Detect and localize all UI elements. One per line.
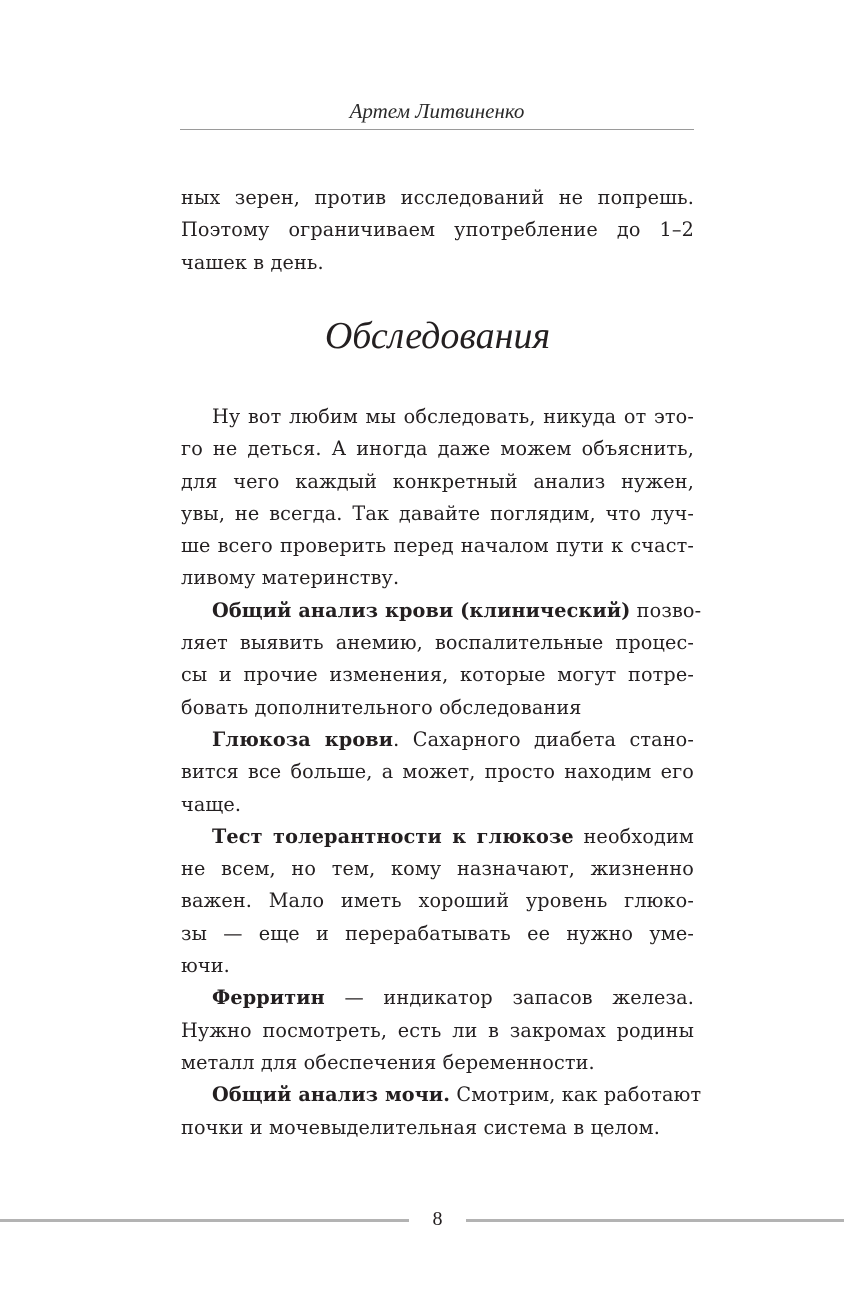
text-line: не всем, но тем, кому назначают, жизненно bbox=[181, 857, 694, 881]
term-rest: — индикатор запасов железа. bbox=[324, 986, 694, 1010]
term-bold: Глюкоза крови bbox=[212, 727, 394, 751]
text-line bbox=[181, 821, 694, 853]
text-line: Поэтому ограничиваем употребление до 1–2 bbox=[181, 218, 694, 242]
term-bold: Ферритин bbox=[212, 986, 325, 1010]
text-line bbox=[181, 982, 694, 1014]
urinalysis-paragraph bbox=[181, 1079, 702, 1144]
text-line: го не деться. А иногда даже можем объяснить, bbox=[181, 437, 694, 461]
text-line: ше всего проверить перед началом пути к счаст- bbox=[181, 534, 694, 558]
text-line: почки и мочевыделительная система в целом. bbox=[181, 1115, 660, 1139]
text-line: чаще. bbox=[181, 792, 242, 816]
text-line: важен. Мало иметь хороший уровень глюко- bbox=[181, 889, 694, 913]
text-line: Ну вот любим мы обследовать, никуда от это- bbox=[212, 405, 694, 428]
ferritin-paragraph bbox=[181, 982, 694, 1079]
text-line bbox=[181, 595, 702, 627]
term-bold: Общий анализ мочи. bbox=[212, 1083, 451, 1107]
text-line: для чего каждый конкретный анализ нужен, bbox=[181, 469, 694, 493]
text-line: металл для обеспечения беременности. bbox=[181, 1050, 595, 1074]
term-rest: Смотрим, как работают bbox=[450, 1083, 702, 1107]
glucose-paragraph bbox=[181, 724, 694, 821]
text-line bbox=[181, 1079, 702, 1111]
text-line: ляет выявить анемию, воспалительные процес- bbox=[181, 631, 694, 655]
term-bold: Общий анализ крови (клинический) bbox=[212, 598, 631, 622]
header-rule bbox=[180, 129, 694, 130]
running-head: Артем Литвиненко bbox=[349, 99, 525, 123]
text-line: зы — еще и перерабатывать ее нужно уме- bbox=[181, 921, 694, 945]
term-rest: позво- bbox=[630, 598, 702, 622]
text-line: увы, не всегда. Так давайте поглядим, что луч- bbox=[181, 501, 694, 525]
footer-rule-left bbox=[0, 1219, 409, 1222]
intro-paragraph bbox=[181, 401, 694, 595]
text-line bbox=[181, 724, 694, 756]
footer-rule-right bbox=[466, 1219, 844, 1222]
continuation-paragraph bbox=[181, 182, 694, 279]
text-line: вится все больше, а может, просто находим его bbox=[181, 760, 694, 784]
page-number: 8 bbox=[432, 1208, 443, 1230]
text-line: ных зерен, против исследований не попрешь. bbox=[181, 186, 694, 209]
term-rest: необходим bbox=[573, 824, 694, 848]
section-title: Обследования bbox=[324, 315, 551, 357]
cbc-paragraph bbox=[181, 595, 702, 724]
main-text bbox=[181, 401, 702, 1144]
term-bold: Тест толерантности к глюкозе bbox=[212, 824, 574, 848]
text-line: сы и прочие изменения, которые могут потре- bbox=[181, 663, 694, 687]
text-line: ливому материнству. bbox=[181, 566, 400, 590]
text-line: бовать дополнительного обследования bbox=[181, 695, 582, 719]
term-rest: . Сахарного диабета стано- bbox=[393, 727, 694, 751]
text-line: Нужно посмотреть, есть ли в закромах родины bbox=[181, 1018, 694, 1042]
text-line: ючи. bbox=[181, 954, 230, 978]
gtt-paragraph bbox=[181, 821, 694, 982]
text-line: чашек в день. bbox=[181, 250, 324, 274]
